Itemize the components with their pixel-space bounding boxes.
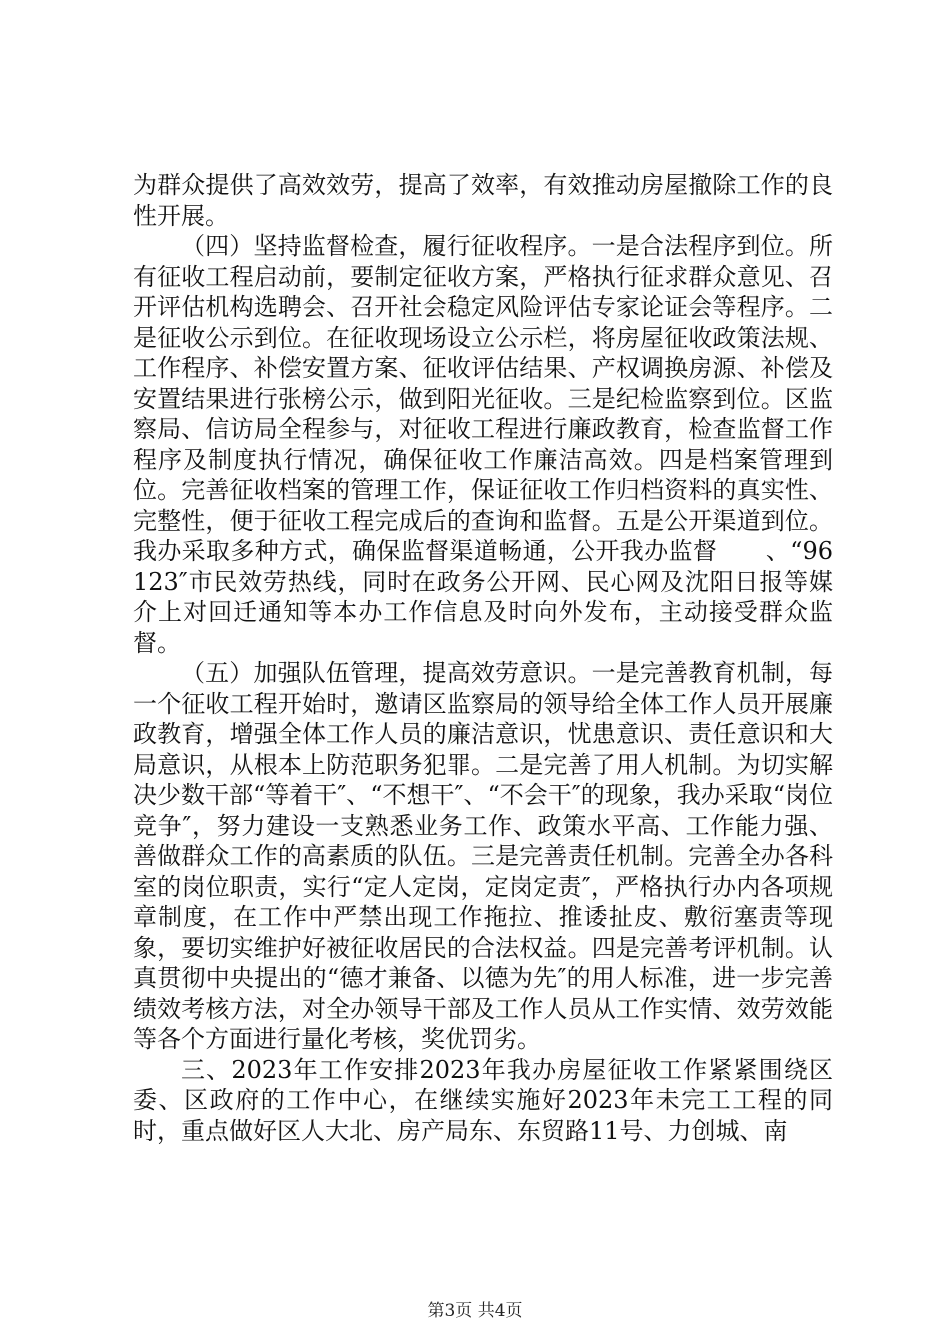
paragraph-supervision: （四）坚持监督检查，履行征收程序。一是合法程序到位。所有征收工程启动前，要制定征收方案，严格执行征求群众意见、召开评估机构选聘会、召开社会稳定风险评估专家论证会等程序。二是征收公示到位。在征收现场设立公示栏，将房屋征收政策法规、工作程序、补偿安置方案、征收评估结果、产权调换房源、补偿及安置结果进行张榜公示，做到阳光征收。三是纪检监察到位。区监察局、信访局全程参与，对征收工程进行廉政教育，检查监督工作程序及制度执行情况，确保征收工作廉洁高效。四是档案管理到位。完善征收档案的管理工作，保证征收工作归档资料的真实性、完整性，便于征收工程完成后的查询和监督。五是公开渠道到位。我办采取多种方式，确保监督渠道畅通，公开我办监督 、“96123″市民效劳热线，同时在政务公开网、民心网及沈阳日报等媒介上对回迁通知等本办工作信息及时向外发布，主动接受群众监督。 [133, 232, 833, 657]
paragraph-continuation: 为群众提供了高效效劳，提高了效率，有效推动房屋撤除工作的良性开展。 [133, 171, 833, 230]
document-body [133, 170, 833, 1146]
paragraph-team-management: （五）加强队伍管理，提高效劳意识。一是完善教育机制，每一个征收工程开始时，邀请区监察局的领导给全体工作人员开展廉政教育，增强全体工作人员的廉洁意识，忧患意识、责任意识和大局意识，从根本上防范职务犯罪。二是完善了用人机制。为切实解决少数干部“等着干″、“不想干″、“不会干″的现象，我办采取“岗位竞争″，努力建设一支熟悉业务工作、政策水平高、工作能力强、善做群众工作的高素质的队伍。三是完善责任机制。完善全办各科室的岗位职责，实行“定人定岗，定岗定责″，严格执行办内各项规章制度，在工作中严禁出现工作拖拉、推诿扯皮、敷衍塞责等现象，要切实维护好被征收居民的合法权益。四是完善考评机制。认真贯彻中央提出的“德才兼备、以德为先″的用人标准，进一步完善绩效考核方法，对全办领导干部及工作人员从工作实情、效劳效能等各个方面进行量化考核，奖优罚劣。 [133, 659, 833, 1053]
paragraph-work-plan: 三、2023年工作安排2023年我办房屋征收工作紧紧围绕区委、区政府的工作中心，在继续实施好2023年未完工工程的同时，重点做好区人大北、房产局东、东贸路11号、力创城、南 [133, 1055, 833, 1145]
page-number-footer: 第3页 共4页 [427, 1301, 523, 1321]
